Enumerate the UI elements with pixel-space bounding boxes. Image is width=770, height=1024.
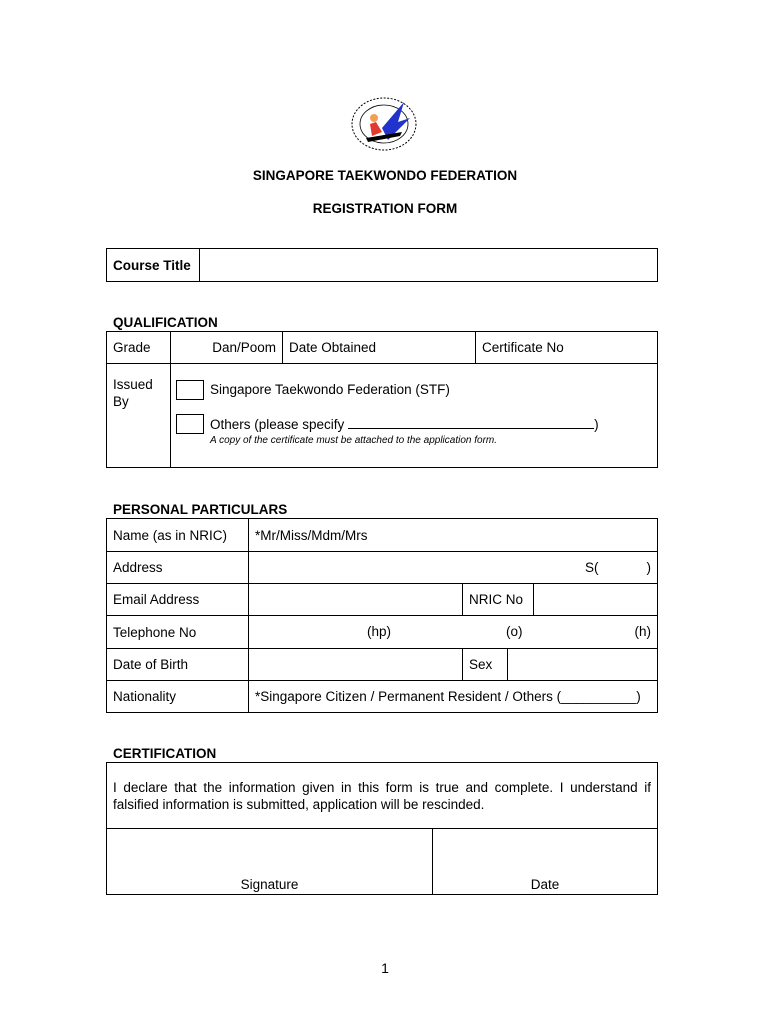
issued-by-options (171, 364, 658, 468)
sex-field[interactable] (508, 649, 658, 681)
dob-label: Date of Birth (107, 649, 249, 681)
personal-table (106, 518, 658, 713)
form-title: REGISTRATION FORM (312, 201, 458, 216)
course-title-field[interactable] (200, 249, 658, 282)
stf-logo-icon (342, 88, 426, 160)
telephone-field[interactable] (249, 616, 658, 649)
signature-label: Signature (240, 877, 299, 892)
date-label: Date (530, 877, 560, 892)
email-field[interactable] (249, 584, 463, 616)
others-checkbox[interactable] (176, 414, 204, 434)
stf-option-label: Singapore Taekwondo Federation (STF) (210, 382, 450, 397)
qualification-table (106, 331, 658, 468)
postal-code: S( ) (585, 560, 651, 575)
name-label: Name (as in NRIC) (107, 519, 249, 552)
address-label: Address (107, 552, 249, 584)
certificate-no-label[interactable]: Certificate No (476, 332, 658, 364)
nric-label: NRIC No (463, 584, 534, 616)
tel-hp-label: (hp) (367, 624, 392, 639)
others-close-paren: ) (594, 417, 599, 432)
grade-label: Grade (107, 332, 171, 364)
declaration-text: I declare that the information given in this form is true and complete. I understand if falsified information is submitted, application will be rescinded. (107, 763, 658, 829)
address-field[interactable] (249, 552, 658, 584)
page-number: 1 (381, 960, 389, 976)
others-specify-field[interactable] (348, 416, 594, 429)
tel-home-label: (h) (634, 624, 651, 639)
issued-by-label: Issued By (107, 364, 171, 468)
others-option-label: Others (please specify (210, 417, 345, 432)
email-label: Email Address (107, 584, 249, 616)
certificate-note: A copy of the certificate must be attached to the application form. (210, 435, 498, 446)
certification-table (106, 762, 658, 895)
date-obtained-label[interactable]: Date Obtained (283, 332, 476, 364)
qualification-heading: QUALIFICATION (113, 315, 218, 330)
telephone-label: Telephone No (107, 616, 249, 649)
signature-field[interactable] (107, 829, 433, 895)
org-name: SINGAPORE TAEKWONDO FEDERATION (252, 168, 518, 183)
nationality-field[interactable]: *Singapore Citizen / Permanent Resident / Others (__________) (249, 681, 658, 713)
certification-heading: CERTIFICATION (113, 746, 217, 761)
others-option (210, 416, 599, 432)
nationality-label: Nationality (107, 681, 249, 713)
personal-heading: PERSONAL PARTICULARS (113, 502, 288, 517)
name-field[interactable]: *Mr/Miss/Mdm/Mrs (249, 519, 658, 552)
dan-poom-label[interactable]: Dan/Poom (171, 332, 283, 364)
date-field[interactable] (433, 829, 658, 895)
tel-office-label: (o) (506, 624, 523, 639)
dob-field[interactable] (249, 649, 463, 681)
course-title-label: Course Title (107, 249, 200, 282)
nric-field[interactable] (534, 584, 658, 616)
course-table (106, 248, 658, 282)
stf-checkbox[interactable] (176, 380, 204, 400)
sex-label: Sex (463, 649, 508, 681)
